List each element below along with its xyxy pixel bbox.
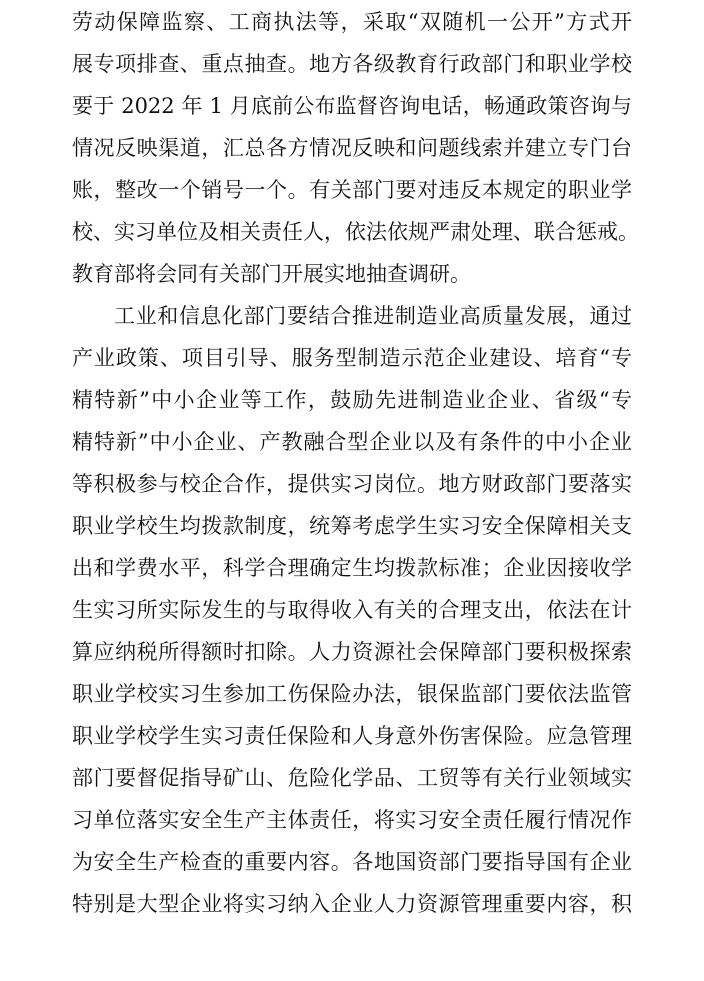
- text-line-9: 产业政策、项目引导、服务型制造示范企业建设、培育“专: [72, 346, 632, 370]
- text-line-5: 账，整改一个销号一个。有关部门要对违反本规定的职业学: [72, 178, 632, 202]
- text-line-8: 工业和信息化部门要结合推进制造业高质量发展，通过: [114, 304, 632, 328]
- text-line-20: 习单位落实安全生产主体责任，将实习安全责任履行情况作: [72, 808, 632, 832]
- text-line-10: 精特新”中小企业等工作，鼓励先进制造业企业、省级“专: [72, 388, 632, 412]
- text-line-4: 情况反映渠道，汇总各方情况反映和问题线索并建立专门台: [72, 136, 632, 160]
- text-line-18: 职业学校学生实习责任保险和人身意外伤害保险。应急管理: [72, 724, 632, 748]
- text-line-17: 职业学校实习生参加工伤保险办法，银保监部门要依法监管: [72, 682, 632, 706]
- text-line-6: 校、实习单位及相关责任人，依法依规严肃处理、联合惩戒。: [72, 220, 639, 244]
- text-line-15: 生实习所实际发生的与取得收入有关的合理支出，依法在计: [72, 598, 632, 622]
- text-line-1: 劳动保障监察、工商执法等，采取“双随机一公开”方式开: [72, 10, 632, 34]
- text-line-2: 展专项排查、重点抽查。地方各级教育行政部门和职业学校: [72, 52, 632, 76]
- text-line-16: 算应纳税所得额时扣除。人力资源社会保障部门要积极探索: [72, 640, 632, 664]
- text-line-3: 要于 2022 年 1 月底前公布监督咨询电话，畅通政策咨询与: [72, 94, 632, 118]
- text-line-12: 等积极参与校企合作，提供实习岗位。地方财政部门要落实: [72, 472, 632, 496]
- text-line-19: 部门要督促指导矿山、危险化学品、工贸等有关行业领域实: [72, 766, 632, 790]
- text-line-7: 教育部将会同有关部门开展实地抽查调研。: [72, 262, 471, 286]
- text-line-21: 为安全生产检查的重要内容。各地国资部门要指导国有企业: [72, 850, 632, 874]
- text-line-14: 出和学费水平，科学合理确定生均拨款标准；企业因接收学: [72, 556, 632, 580]
- text-line-22: 特别是大型企业将实习纳入企业人力资源管理重要内容，积: [72, 892, 632, 916]
- text-line-11: 精特新”中小企业、产教融合型企业以及有条件的中小企业: [72, 430, 632, 454]
- text-line-13: 职业学校生均拨款制度，统筹考虑学生实习安全保障相关支: [72, 514, 632, 538]
